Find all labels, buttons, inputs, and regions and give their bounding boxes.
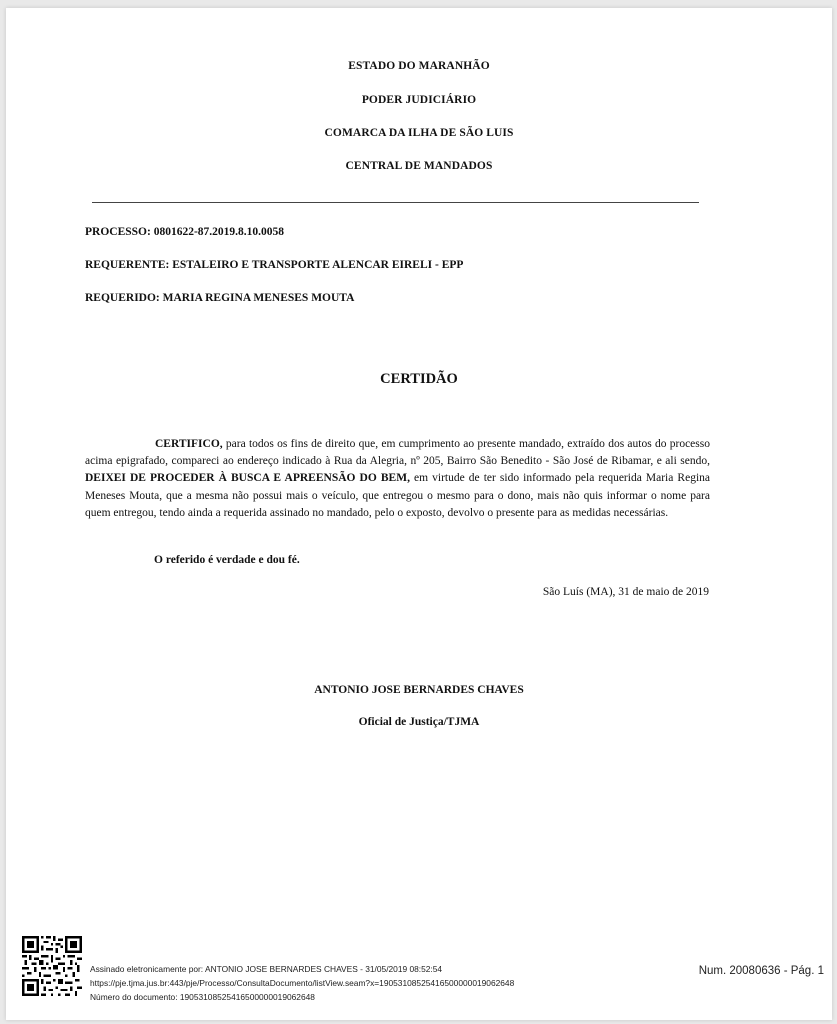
signature-name: ANTONIO JOSE BERNARDES CHAVES <box>314 684 524 696</box>
body-part-2: em virtude de ter sido informado pela requerida Maria Regina Meneses Mouta, que a mesma não possui mais o veículo, que entregou o mesmo para o dono, mais não quis informar o nome para quem entregou, tendo ainda a requerida assinado no mandado, pelo o exposto, devolvo o presente para as medidas necessárias. <box>85 472 710 519</box>
signature-role: Oficial de Justiça/TJMA <box>358 716 480 728</box>
body-bold-phrase: DEIXEI DE PROCEDER À BUSCA E APREENSÃO DO BEM, <box>85 472 410 485</box>
body-part-1: para todos os fins de direito que, em cumprimento ao presente mandado, extraído dos autos do processo acima epigrafado, compareci ao endereço indicado à Rua da Alegria, nº 205, Bairro São Benedito - São José de Ribamar, e ali sendo, <box>85 438 710 468</box>
header-power: PODER JUDICIÁRIO <box>361 94 477 106</box>
header-central: CENTRAL DE MANDADOS <box>345 160 493 172</box>
header-divider <box>92 202 699 203</box>
header-state: ESTADO DO MARANHÃO <box>348 60 490 72</box>
requerente-field: REQUERENTE: ESTALEIRO E TRANSPORTE ALENCAR EIRELI - EPP <box>85 259 464 271</box>
document-title: CERTIDÃO <box>380 371 458 387</box>
footer-url[interactable]: https://pje.tjma.jus.br:443/pje/Processo/ConsultaDocumento/listView.seam?x=19053108525416500000019062648 <box>90 978 515 988</box>
certifico-word: CERTIFICO, <box>155 438 223 450</box>
header-comarca: COMARCA DA ILHA DE SÃO LUIS <box>324 127 514 139</box>
qr-code-icon <box>22 936 82 996</box>
certificate-body <box>85 436 710 522</box>
place-date: São Luís (MA), 31 de maio de 2019 <box>542 586 709 598</box>
footer-signed: Assinado eletronicamente por: ANTONIO JOSE BERNARDES CHAVES - 31/05/2019 08:52:54 <box>90 964 443 974</box>
electronic-signature-footer <box>90 962 514 1004</box>
page-number: Num. 20080636 - Pág. 1 <box>698 965 824 977</box>
closing-statement: O referido é verdade e dou fé. <box>154 554 300 566</box>
processo-field: PROCESSO: 0801622-87.2019.8.10.0058 <box>85 226 285 238</box>
requerido-field: REQUERIDO: MARIA REGINA MENESES MOUTA <box>85 292 355 304</box>
document-page <box>6 8 832 1020</box>
footer-doc-number: Número do documento: 19053108525416500000019062648 <box>90 992 315 1002</box>
